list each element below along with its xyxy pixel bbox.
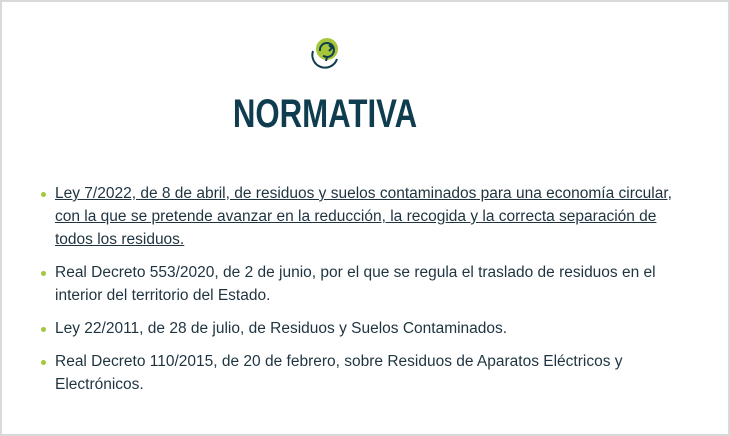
list-item — [39, 350, 679, 396]
list-item — [39, 182, 679, 251]
bullet-icon — [41, 360, 46, 365]
list-item-text: Real Decreto 110/2015, de 20 de febrero, sobre Residuos de Aparatos Eléctricos y Electrónicos. — [55, 353, 623, 393]
bullet-icon — [41, 192, 46, 197]
list-item-text — [55, 185, 672, 248]
bullet-icon — [41, 271, 46, 276]
list-item-text: Ley 22/2011, de 28 de julio, de Residuos y Suelos Contaminados. — [55, 320, 508, 337]
list-item — [39, 261, 679, 307]
regulation-link[interactable]: Ley 7/2022, de 8 de abril, de residuos y suelos contaminados para una economía circular, con la que se pretende avanzar en la reducción, la recogida y la correcta separación de todos los residuos. — [55, 185, 672, 248]
list-item-text: Real Decreto 553/2020, de 2 de junio, por el que se regula el traslado de residuos en el interior del territorio del Estado. — [55, 264, 656, 304]
regulation-list — [39, 182, 679, 406]
bullet-icon — [41, 327, 46, 332]
recycle-leaf-icon — [307, 35, 343, 71]
page-title: NORMATIVA — [232, 92, 418, 136]
list-item — [39, 317, 679, 340]
